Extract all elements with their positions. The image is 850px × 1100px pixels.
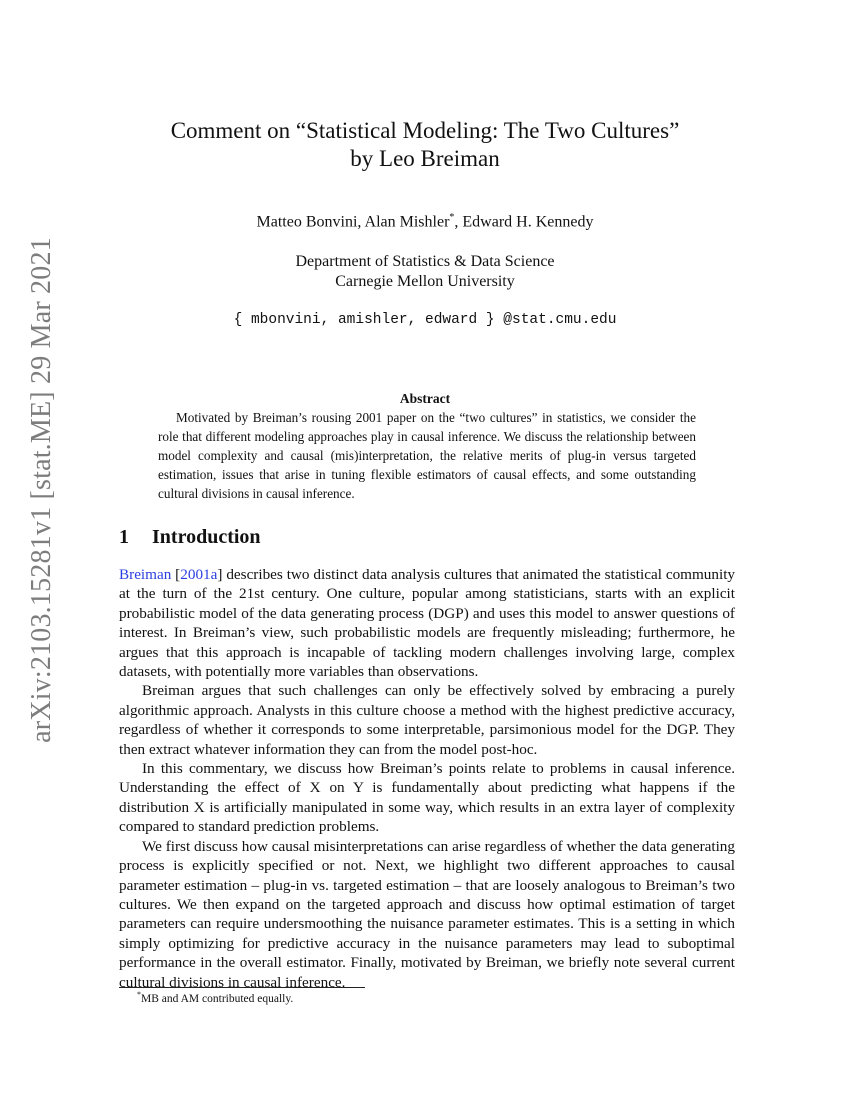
equal-contribution-mark: * (449, 212, 455, 223)
abstract-heading: Abstract (399, 391, 451, 406)
abstract-text: Motivated by Breiman’s rousing 2001 paper on the “two cultures” in statistics, we consider the role that different modeling approaches play in causal inference. We discuss the relationship between model complexity and causal (mis)interpretation, the relative merits of plug-in versus targeted estimation, issues that arise in tuning flexible estimators of causal effects, and some outstanding cultural divisions in causal inference. (158, 410, 696, 501)
footnote-text: MB and AM contributed equally. (141, 992, 294, 1005)
authors-last: Edward H. Kennedy (458, 213, 594, 231)
paragraph-1: Breiman [2001a] describes two distinct data analysis cultures that animated the statistical community at the turn of the 21st century. One culture, popular among statisticians, starts with an explicit probabilistic model of the data generating process (DGP) and uses this model to answer questions of interest. In Breiman’s view, such probabilistic models are frequently misleading; furthermore, he argues that this approach is incapable of tackling modern challenges involving large, complex datasets, with potentially more variables than observations. (119, 566, 736, 681)
author-list: Matteo Bonvini, Alan Mishler*, Edward H. Kennedy (256, 212, 594, 231)
authors-first: Matteo Bonvini, Alan Mishler (256, 213, 450, 231)
paragraph-4: We first discuss how causal misinterpretations can arise regardless of whether the data generating process is explicitly specified or not. Next, we highlight two different approaches to causal parameter estimation – plug-in vs. targeted estimation – that are loosely analogous to Breiman’s two cultures. We then expand on the targeted approach and discuss how optimal estimation of target parameters can require undersmoothing the nuisance parameter estimates. This is a setting in which simply optimizing for predictive accuracy in the nuisance parameters may lead to suboptimal performance in the overall estimator. Finally, motivated by Breiman, we briefly note several current cultural divisions in causal inference. (119, 837, 735, 991)
arxiv-sidebar (22, 200, 62, 780)
title-line-1: Comment on “Statistical Modeling: The Two Cultures” (170, 118, 680, 143)
paragraph-2: Breiman argues that such challenges can only be effectively solved by embracing a purely algorithmic approach. Analysts in this culture choose a method with the highest predictive accuracy, regardless of whether it corresponds to some interpretable, parsimonious model for the DGP. They then extract whatever information they can from the model post-hoc. (119, 682, 735, 758)
footnote-rule (119, 987, 365, 988)
department: Department of Statistics & Data Science (295, 253, 555, 270)
section-body (119, 565, 735, 992)
citation-link-name[interactable]: Breiman (119, 566, 172, 583)
arxiv-identifier: arXiv:2103.15281v1 [stat.ME] 29 Mar 2021 (26, 237, 57, 743)
paragraph-3: In this commentary, we discuss how Breiman’s points relate to problems in causal inference. Understanding the effect of X on Y is fundamentally about predicting what happens if the distribution X is artificially manipulated in some way, which results in an extra layer of complexity compared to standard prediction problems. (119, 760, 735, 836)
author-emails: { mbonvini, amishler, edward } @stat.cmu.edu (233, 312, 617, 328)
paper-title (100, 117, 750, 173)
section-number: 1 (119, 526, 129, 548)
citation-link-year[interactable]: 2001a (180, 566, 218, 583)
paragraph-1-text: describes two distinct data analysis cultures that animated the statistical community at the turn of the 21st century. One culture, popular among statisticians, starts with an explicit probabilistic model of the data generating process (DGP) and uses this model to answer questions of interest. In Breiman’s view, such probabilistic models are frequently misleading; furthermore, he argues that this approach is incapable of tackling modern challenges involving large, complex datasets, with potentially more variables than observations. (119, 566, 736, 681)
university: Carnegie Mellon University (335, 273, 515, 290)
section-title: Introduction (152, 526, 261, 548)
footnote (137, 990, 293, 1005)
footnote-mark: * (137, 990, 141, 999)
section-heading (119, 526, 261, 549)
title-line-2: by Leo Breiman (350, 146, 500, 171)
affiliation (100, 252, 750, 292)
